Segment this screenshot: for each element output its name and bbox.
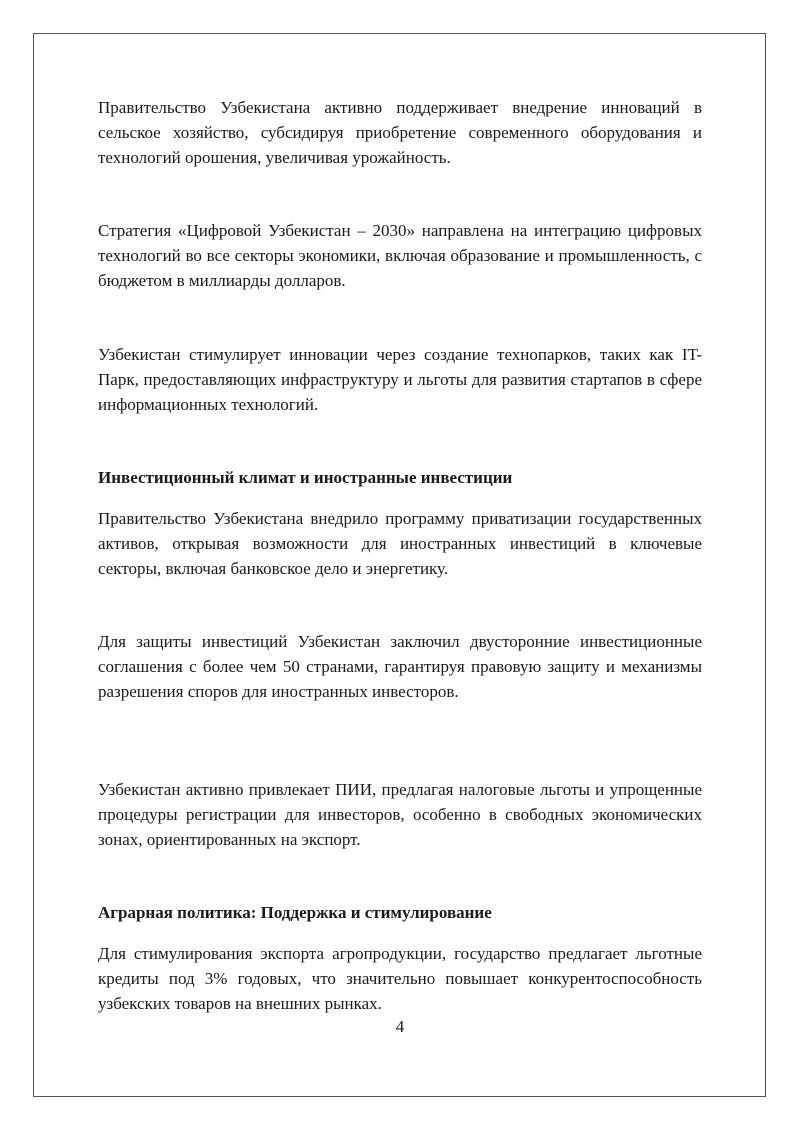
page-number: 4	[395, 1017, 405, 1036]
paragraph-digital-strategy: Стратегия «Цифровой Узбекистан – 2030» направлена на интеграцию цифровых технологий во все секторы экономики, включая образование и промышленность, с бюджетом в миллиарды долларов.	[98, 221, 702, 290]
paragraph-technoparks: Узбекистан стимулирует инновации через создание технопарков, таких как IT-Парк, предоставляющих инфраструктуру и льготы для развития стартапов в сфере информационных технологий.	[98, 345, 702, 414]
paragraph-privatization: Правительство Узбекистана внедрило программу приватизации государственных активов, открывая возможности для иностранных инвестиций в ключевые секторы, включая банковское дело и энергетику.	[98, 509, 702, 578]
section-heading-agrarian-policy: Аграрная политика: Поддержка и стимулирование	[98, 903, 492, 922]
paragraph-investment-agreements: Для защиты инвестиций Узбекистан заключил двусторонние инвестиционные соглашения с более чем 50 странами, гарантируя правовую защиту и механизмы разрешения споров для иностранных инвесторов.	[98, 632, 702, 701]
paragraph-fdi-attraction: Узбекистан активно привлекает ПИИ, предлагая налоговые льготы и упрощенные процедуры регистрации для инвесторов, особенно в свободных экономических зонах, ориентированных на экспорт.	[98, 780, 702, 849]
paragraph-export-credits: Для стимулирования экспорта агропродукции, государство предлагает льготные кредиты под 3% годовых, что значительно повышает конкурентоспособность узбекских товаров на внешних рынках.	[98, 944, 702, 1013]
section-heading-investment-climate: Инвестиционный климат и иностранные инвестиции	[98, 468, 513, 487]
paragraph-agriculture-innovation: Правительство Узбекистана активно поддерживает внедрение инноваций в сельское хозяйство, субсидируя приобретение современного оборудования и технологий орошения, увеличивая урожайность.	[98, 98, 702, 167]
